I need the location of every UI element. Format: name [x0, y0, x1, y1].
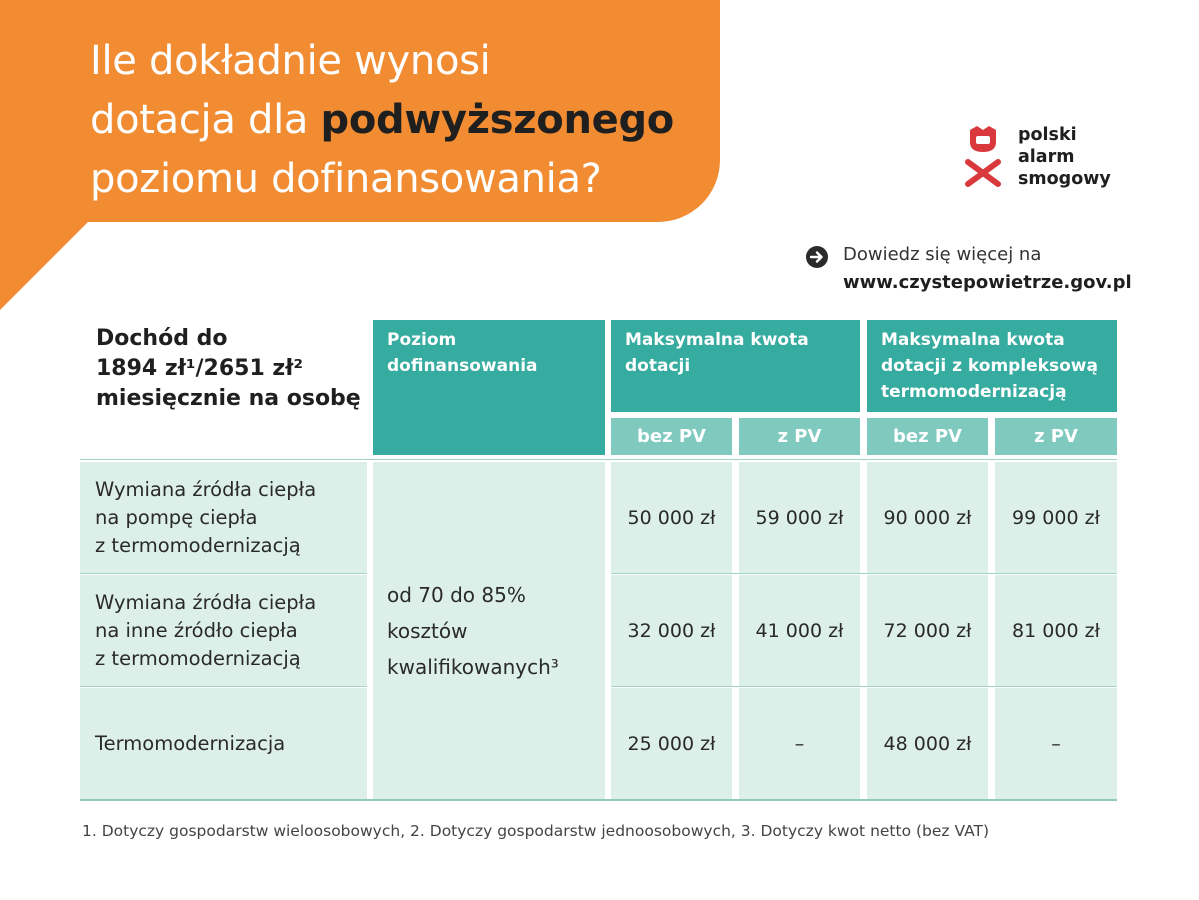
row-divider: [80, 573, 367, 574]
table-cell: 81 000 zł: [995, 575, 1117, 686]
learn-more-link[interactable]: www.czystepowietrze.gov.pl: [843, 272, 1132, 293]
income-threshold: [96, 324, 376, 414]
header-funding-level: Poziom dofinansowania: [373, 320, 605, 455]
table-top-line: [80, 459, 1117, 460]
subheader-complex-bez-pv: bez PV: [867, 418, 988, 455]
smog-alarm-logo-icon: [962, 124, 1004, 188]
learn-more-text: Dowiedz się więcej na: [843, 244, 1042, 265]
polski-alarm-smogowy-logo: [962, 124, 1132, 188]
subheader-complex-z-pv: z PV: [995, 418, 1117, 455]
table-cell: –: [739, 688, 860, 799]
table-cell: 90 000 zł: [867, 462, 988, 573]
table-cell: 25 000 zł: [611, 688, 732, 799]
title-line-2-prefix: dotacja dla: [90, 97, 321, 143]
table-cell: –: [995, 688, 1117, 799]
title-banner-tail: [0, 222, 88, 310]
table-cell: 32 000 zł: [611, 575, 732, 686]
footnote: 1. Dotyczy gospodarstw wieloosobowych, 2. Dotyczy gospodarstw jednoosobowych, 3. Dotyczy kwot netto (bez VAT): [82, 822, 989, 840]
table-row-label: Termomodernizacja: [80, 688, 367, 799]
table-cell: 99 000 zł: [995, 462, 1117, 573]
income-line-2: 1894 zł¹/2651 zł²: [96, 356, 304, 381]
table-cell: 48 000 zł: [867, 688, 988, 799]
title-line-1: Ile dokładnie wynosi: [90, 38, 491, 84]
logo-text-smogowy: smogowy: [1018, 169, 1111, 189]
table-cell: 59 000 zł: [739, 462, 860, 573]
income-line-1: Dochód do: [96, 326, 228, 351]
subheader-max-z-pv: z PV: [739, 418, 860, 455]
subheader-max-bez-pv: bez PV: [611, 418, 732, 455]
header-max-amount-complex: Maksymalna kwota dotacji z kompleksową termomodernizacją: [867, 320, 1117, 412]
row-divider: [80, 686, 367, 687]
income-line-3: miesięcznie na osobę: [96, 386, 361, 411]
logo-text-polski: polski: [1018, 125, 1077, 145]
row-divider: [611, 686, 1117, 687]
table-cell: 50 000 zł: [611, 462, 732, 573]
funding-level-value: od 70 do 85% kosztów kwalifikowanych³: [373, 462, 605, 799]
header-max-amount: Maksymalna kwota dotacji: [611, 320, 860, 412]
page-title: [90, 32, 674, 209]
table-cell: 72 000 zł: [867, 575, 988, 686]
arrow-right-circle-icon: [806, 246, 828, 268]
table-cell: 41 000 zł: [739, 575, 860, 686]
title-line-3: poziomu dofinansowania?: [90, 156, 602, 202]
row-divider: [611, 573, 1117, 574]
table-row-label: Wymiana źródła ciepła na pompę ciepła z termomodernizacją: [80, 462, 367, 573]
table-bottom-line: [80, 799, 1117, 801]
logo-text-alarm: alarm: [1018, 147, 1075, 167]
table-row-label: Wymiana źródła ciepła na inne źródło ciepła z termomodernizacją: [80, 575, 367, 686]
title-highlight: podwyższonego: [320, 97, 674, 143]
